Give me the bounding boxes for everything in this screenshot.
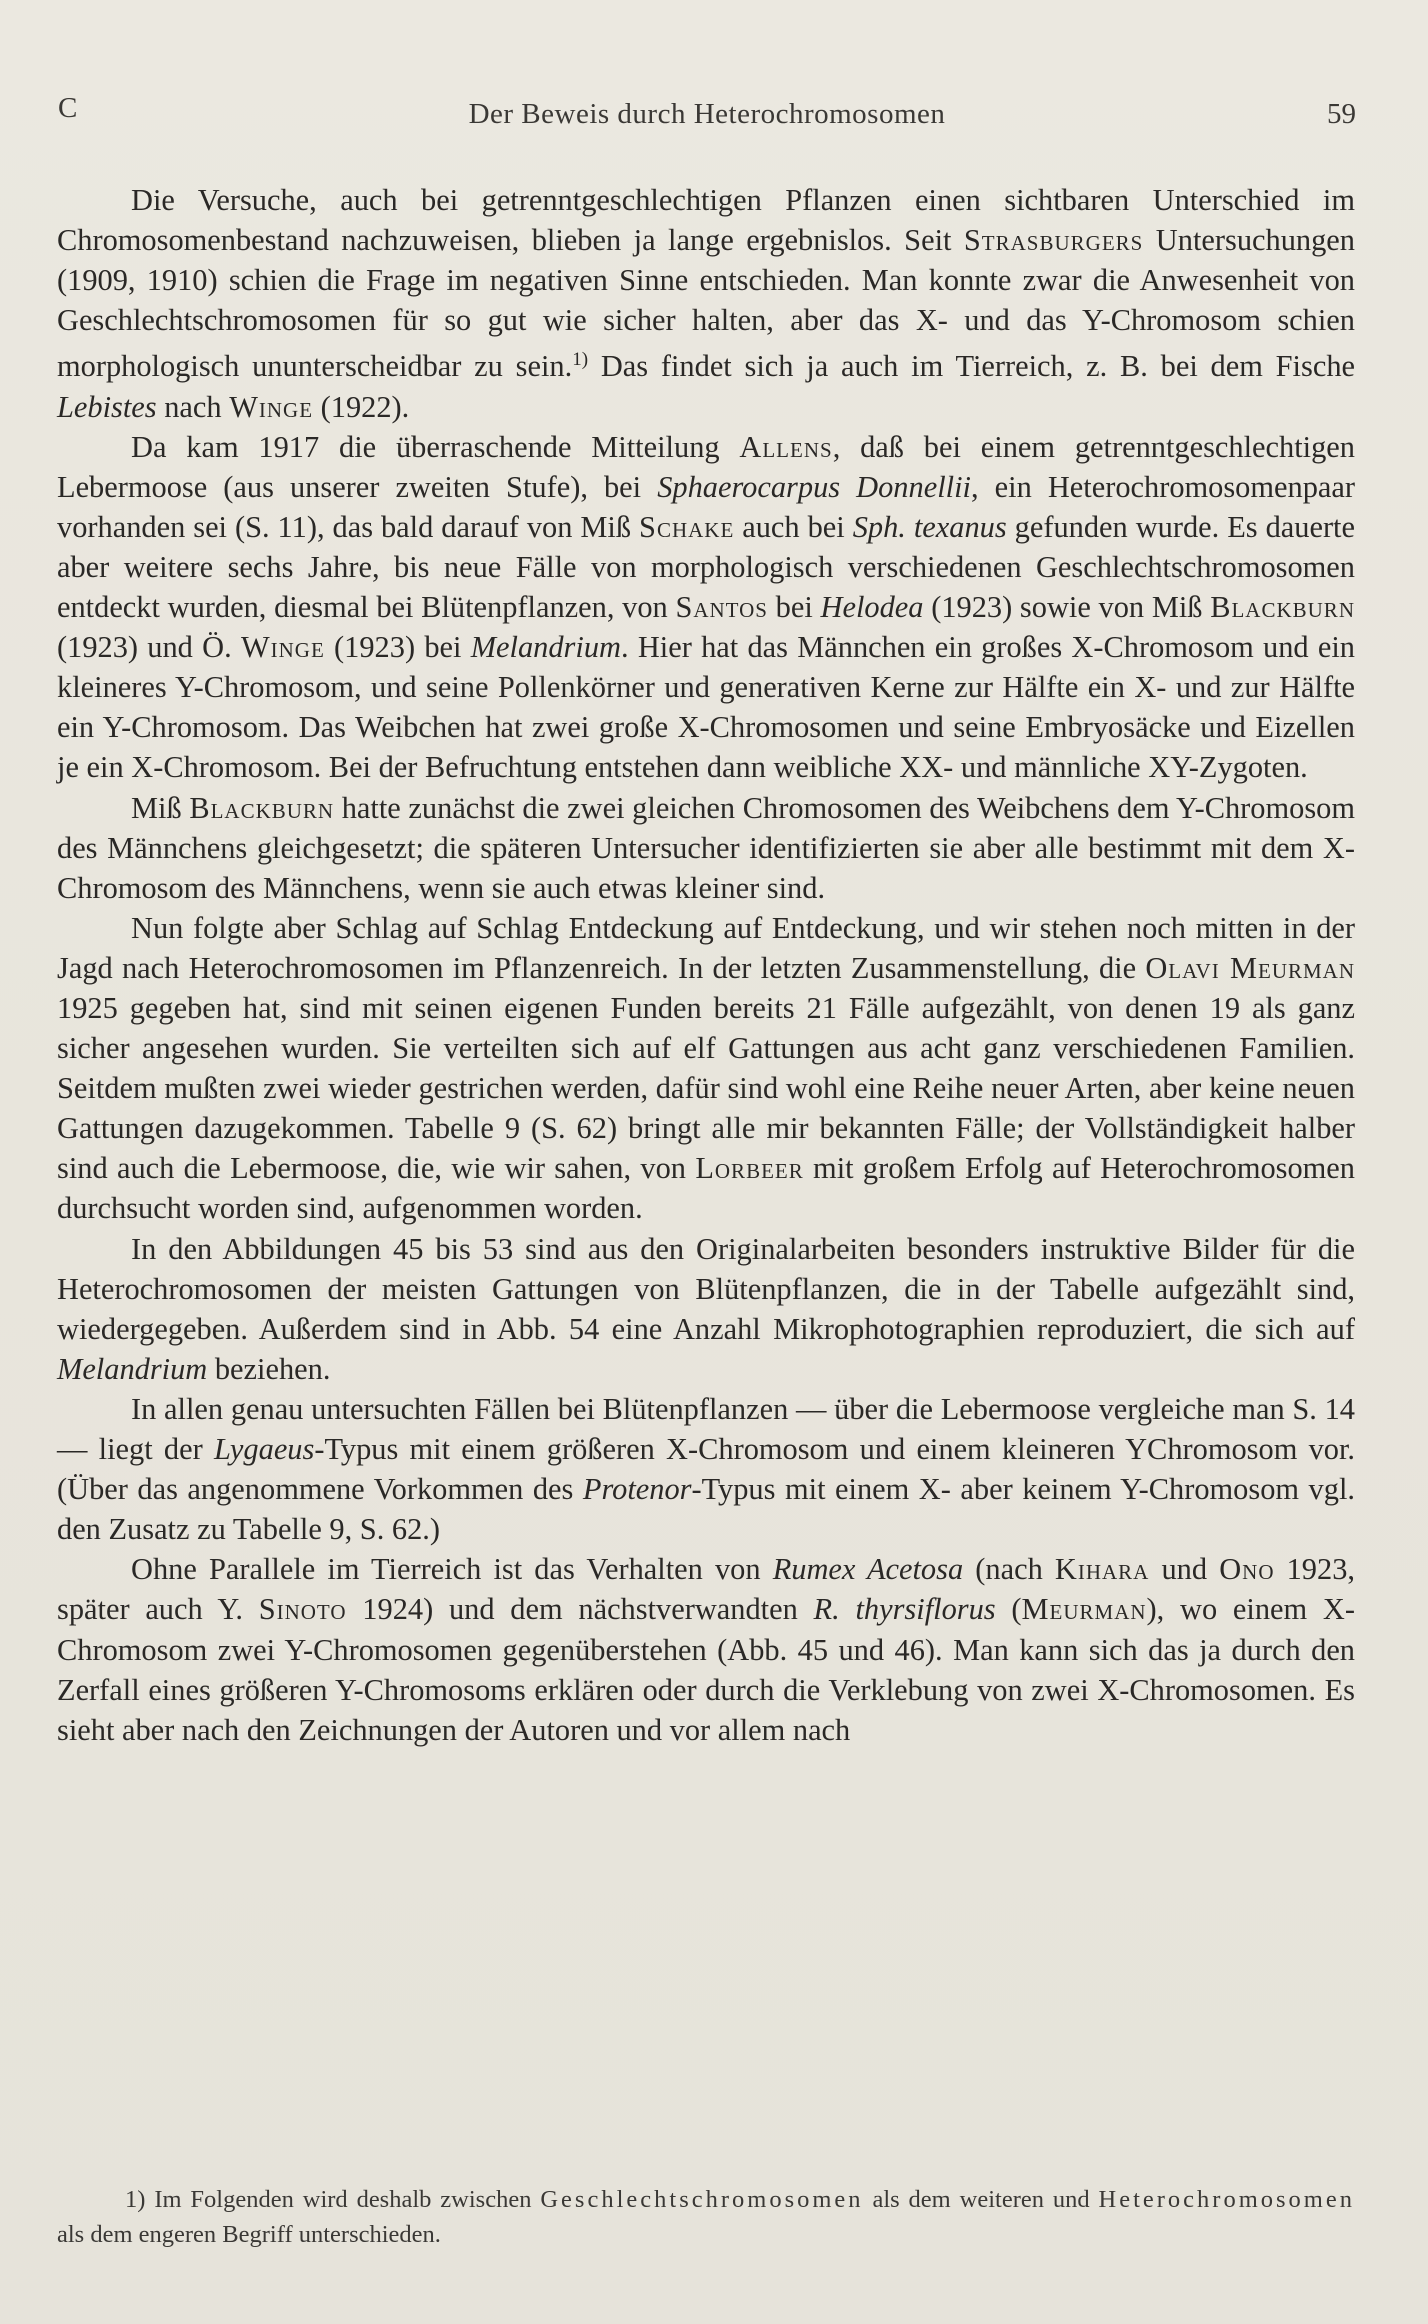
author-name: Blackburn xyxy=(1210,590,1355,625)
taxon-name: Helodea xyxy=(820,590,924,625)
author-name: Sinoto xyxy=(258,1592,347,1627)
paragraph-2: Da kam 1917 die überraschende Mitteilung Allens, daß bei einem getrenntgeschlechtigen Lebermoose (aus unserer zweiten Stufe), bei Sphaerocarpus Donnellii, ein Heterochromosomenpaar vorhanden sei (S. 11), das bald darauf von Miß Schake auch bei Sph. texanus gefunden wurde. Es dauerte aber weitere sechs Jahre, bis neue Fälle von morphologisch verschiedenen Geschlechtschromosomen entdeckt wurden, diesmal bei Blütenpflanzen, von Santos bei Helodea (1923) sowie von Miß Blackburn (1923) und Ö. Winge (1923) bei Melandrium. Hier hat das Männchen ein großes X-Chromosom und ein kleineres Y-Chromosom, und seine Pollenkörner und generativen Kerne zur Hälfte ein X- und zur Hälfte ein Y-Chromosom. Das Weibchen hat zwei große X-Chromosomen und seine Embryosäcke und Eizellen je ein X-Chromosom. Bei der Befruchtung entstehen dann weibliche XX- und männliche XY-Zygoten. xyxy=(57,429,1356,785)
running-header xyxy=(58,92,1356,132)
author-name: Blackburn xyxy=(189,790,335,825)
spaced-term: Geschlechtschromosomen xyxy=(540,2186,864,2213)
taxon-name: Lebistes xyxy=(57,389,157,424)
author-name: Allens xyxy=(739,429,833,464)
footnote-ref[interactable]: 1) xyxy=(572,349,589,371)
paragraph-7: Ohne Parallele im Tierreich ist das Verhalten von Rumex Acetosa (nach Kihara und Ono 1923, später auch Y. Sinoto 1924) und dem nächstverwandten R. thyrsiflorus (Meurman), wo einem X-Chromosom zwei Y-Chromosomen gegenüberstehen (Abb. 45 und 46). Man kann sich das ja durch den Zerfall eines größeren Y-Chromosoms erklären oder durch die Verklebung von zwei X-Chromosomen. Es sieht aber nach den Zeichnungen der Autoren und vor allem nach xyxy=(57,1552,1355,1747)
taxon-name: R. thyrsiflorus xyxy=(813,1592,996,1627)
author-name: Strasburgers xyxy=(963,223,1144,258)
footnote-mark: 1) xyxy=(125,2186,146,2213)
taxon-name: Melandrium xyxy=(470,630,621,665)
author-name: Lorbeer xyxy=(695,1151,804,1186)
paragraph-6: In allen genau untersuchten Fällen bei Blütenpflanzen — über die Lebermoose vergleiche man S. 14 — liegt der Lygaeus-Typus mit einem größeren X-Chromosom und einem kleineren YChromosom vor. (Über das angenommene Vorkommen des Protenor-Typus mit einem X- aber keinem Y-Chromosom vgl. den Zusatz zu Tabelle 9, S. 62.) xyxy=(57,1391,1355,1547)
taxon-name: Sph. texanus xyxy=(852,509,1007,544)
taxon-name: Melandrium xyxy=(57,1351,208,1386)
author-name: Schake xyxy=(639,509,735,544)
spaced-term: Heterochromosomen xyxy=(1098,2186,1355,2213)
taxon-name: Protenor xyxy=(582,1472,692,1507)
signature-mark: C xyxy=(58,92,78,124)
paragraph-1: Die Versuche, auch bei getrenntgeschlechtigen Pflanzen einen sichtbaren Unterschied im Chromosomenbestand nachzuweisen, blieben ja lange ergebnislos. Seit Strasburgers Untersuchungen (1909, 1910) schien die Frage im negativen Sinne entschieden. Man konnte zwar die Anwesenheit von Geschlechtschromosomen für so gut wie sicher halten, aber das X- und das Y-Chromosom schien morphologisch ununterscheidbar zu sein.$^{1)}$ Das findet sich ja auch im Tierreich, z. B. bei dem Fische Lebistes nach Winge (1922). xyxy=(57,183,1355,424)
paragraph-4: Nun folgte aber Schlag auf Schlag Entdeckung auf Entdeckung, und wir stehen noch mitten in der Jagd nach Heterochromosomen im Pflanzenreich. In der letzten Zusammenstellung, die Olavi Meurman 1925 gegeben hat, sind mit seinen eigenen Funden bereits 21 Fälle aufgezählt, von denen 19 als ganz sicher angesehen wurden. Sie verteilten sich auf elf Gattungen aus acht ganz verschiedenen Familien. Seitdem mußten zwei wieder gestrichen werden, dafür sind wohl eine Reihe neuer Arten, aber keine neuen Gattungen dazugekommen. Tabelle 9 (S. 62) bringt alle mir bekannten Fälle; der Vollständigkeit halber sind auch die Lebermoose, die, wie wir sahen, von Lorbeer mit großem Erfolg auf Heterochromosomen durchsucht worden sind, aufgenommen worden. xyxy=(57,910,1355,1226)
author-name: Santos xyxy=(675,590,768,625)
author-name: Meurman xyxy=(1021,1592,1147,1627)
author-name: Winge xyxy=(229,389,314,424)
body-text xyxy=(57,180,1355,1750)
paragraph-5: In den Abbildungen 45 bis 53 sind aus den Originalarbeiten besonders instruktive Bilder für die Heterochromosomen der meisten Gattungen von Blütenpflanzen, die in der Tabelle aufgezählt sind, wiedergegeben. Außerdem sind in Abb. 54 eine Anzahl Mikrophotographien reproduziert, die sich auf Melandrium beziehen. xyxy=(57,1231,1355,1386)
running-title: Der Beweis durch Heterochromosomen xyxy=(468,98,946,130)
author-name: Ono xyxy=(1219,1552,1275,1587)
taxon-name: Sphaerocarpus Donnellii xyxy=(657,469,971,504)
taxon-name: Rumex Acetosa xyxy=(772,1552,964,1587)
paragraph-3: Miß Blackburn hatte zunächst die zwei gleichen Chromosomen des Weibchens dem Y-Chromosom des Männchens gleichgesetzt; die späteren Untersucher identifizierten sie aber alle bestimmt mit dem X-Chromosom des Männchens, wenn sie auch etwas kleiner sind. xyxy=(57,790,1355,905)
author-name: Kihara xyxy=(1054,1552,1150,1587)
author-name: Olavi Meurman xyxy=(1145,950,1355,985)
author-name: Winge xyxy=(240,630,325,665)
page-number: 59 xyxy=(1327,98,1356,130)
footnote-1: 1) Im Folgenden wird deshalb zwischen Geschlechtschromosomen als dem weiteren und Heterochromosomen als dem engeren Begriff unterschieden. xyxy=(57,2186,1355,2248)
footnote-area xyxy=(57,2182,1355,2252)
taxon-name: Lygaeus xyxy=(213,1432,315,1467)
